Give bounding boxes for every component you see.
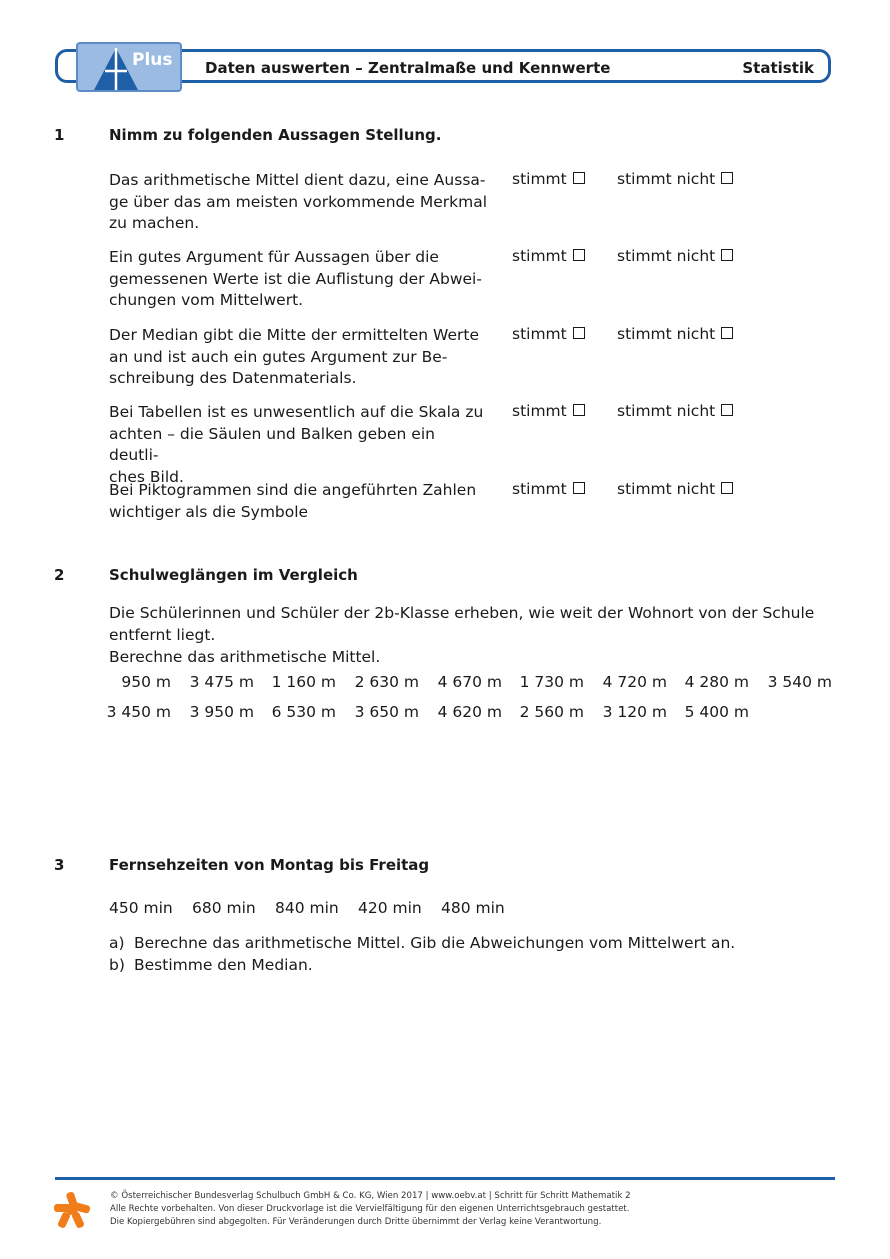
tv-time-value: 840 min	[275, 899, 339, 917]
publisher-logo	[52, 1190, 92, 1234]
distance-value: 950 m	[121, 673, 171, 691]
option-stimmt-3[interactable]	[512, 325, 585, 343]
checkbox[interactable]	[573, 327, 585, 339]
task1-title: Nimm zu folgenden Aussagen Stellung.	[109, 126, 442, 144]
option-stimmt-nicht-2[interactable]	[617, 247, 733, 265]
distance-value: 3 120 m	[602, 703, 667, 721]
statement-line: chungen vom Mittelwert.	[109, 291, 304, 309]
option-stimmt-nicht-label: stimmt nicht	[617, 325, 716, 343]
statement-2	[109, 247, 489, 312]
checkbox[interactable]	[721, 172, 733, 184]
task2-text-line3: Berechne das arithmetische Mittel.	[109, 648, 381, 666]
task3-item-a-text: Berechne das arithmetische Mittel. Gib die Abweichungen vom Mittelwert an.	[134, 934, 736, 952]
distance-value: 3 475 m	[189, 673, 254, 691]
task3-item-a	[109, 932, 735, 954]
option-stimmt-4[interactable]	[512, 402, 585, 420]
checkbox[interactable]	[573, 404, 585, 416]
distance-value: 4 280 m	[684, 673, 749, 691]
checkbox[interactable]	[721, 404, 733, 416]
statement-line: ge über das am meisten vorkommende Merkmal	[109, 192, 488, 211]
option-stimmt-nicht-4[interactable]	[617, 402, 733, 420]
task2-text-line2: entfernt liegt.	[109, 626, 216, 644]
task2-text-line1: Die Schülerinnen und Schüler der 2b-Klasse erheben, wie weit der Wohnort von der Schule	[109, 604, 815, 622]
option-stimmt-label: stimmt	[512, 325, 567, 343]
distance-value: 1 160 m	[271, 673, 336, 691]
distance-value: 3 540 m	[767, 673, 832, 691]
statement-line: gemessenen Werte ist die Auflistung der Abwei-	[109, 269, 482, 288]
task3-item-b	[109, 954, 313, 976]
statement-line: zu machen.	[109, 214, 200, 232]
tv-time-value: 680 min	[192, 899, 256, 917]
page-title: Daten auswerten – Zentralmaße und Kennwerte	[205, 59, 611, 77]
checkbox[interactable]	[721, 249, 733, 261]
option-stimmt-label: stimmt	[512, 247, 567, 265]
option-stimmt-nicht-5[interactable]	[617, 480, 733, 498]
distance-value: 6 530 m	[271, 703, 336, 721]
statement-line: Bei Tabellen ist es unwesentlich auf die Skala zu	[109, 403, 484, 421]
distance-value: 3 450 m	[106, 703, 171, 721]
task2-number: 2	[54, 566, 65, 584]
distance-value: 5 400 m	[684, 703, 749, 721]
statement-line: Bei Piktogrammen sind die angeführten Zahlen	[109, 481, 477, 499]
footer-line3: Die Kopiergebühren sind abgegolten. Für Veränderungen durch Dritte übernimmt der Verlag keine Verantwortung.	[110, 1217, 602, 1227]
task3-item-b-label: b)	[109, 956, 125, 974]
statement-line: schreibung des Datenmaterials.	[109, 369, 357, 387]
subject-label: Statistik	[742, 59, 814, 77]
footer-line1: © Österreichischer Bundesverlag Schulbuch GmbH & Co. KG, Wien 2017 | www.oebv.at | Schritt für Schritt Mathematik 2	[110, 1191, 631, 1201]
footer-copyright	[110, 1190, 631, 1229]
statement-line: achten – die Säulen und Balken geben ein deutli-	[109, 424, 435, 464]
statement-line: wichtiger als die Symbole	[109, 502, 309, 521]
option-stimmt-label: stimmt	[512, 402, 567, 420]
task2-title: Schulweglängen im Vergleich	[109, 566, 358, 584]
distance-value: 4 620 m	[437, 703, 502, 721]
oebv-star-icon	[52, 1190, 92, 1230]
distance-value: 1 730 m	[519, 673, 584, 691]
tv-time-value: 480 min	[441, 899, 505, 917]
option-stimmt-label: stimmt	[512, 480, 567, 498]
distance-value: 3 950 m	[189, 703, 254, 721]
distance-value: 2 630 m	[354, 673, 419, 691]
task3-item-b-text: Bestimme den Median.	[134, 956, 313, 974]
statement-line: an und ist auch ein gutes Argument zur Be-	[109, 347, 448, 366]
option-stimmt-nicht-1[interactable]	[617, 170, 733, 188]
plus-logo	[76, 42, 182, 92]
option-stimmt-nicht-label: stimmt nicht	[617, 402, 716, 420]
task3-number: 3	[54, 856, 65, 874]
statement-3	[109, 325, 489, 390]
tv-time-value: 450 min	[109, 899, 173, 917]
distance-value: 2 560 m	[519, 703, 584, 721]
task3-title: Fernsehzeiten von Montag bis Freitag	[109, 856, 430, 874]
option-stimmt-5[interactable]	[512, 480, 585, 498]
footer-line	[55, 1177, 835, 1180]
checkbox[interactable]	[573, 172, 585, 184]
option-stimmt-label: stimmt	[512, 170, 567, 188]
checkbox[interactable]	[573, 249, 585, 261]
statement-line: Das arithmetische Mittel dient dazu, eine Aussa-	[109, 171, 486, 189]
checkbox[interactable]	[721, 482, 733, 494]
tv-time-value: 420 min	[358, 899, 422, 917]
distance-value: 3 650 m	[354, 703, 419, 721]
statement-1	[109, 170, 489, 235]
checkbox[interactable]	[721, 327, 733, 339]
option-stimmt-nicht-3[interactable]	[617, 325, 733, 343]
logo-text: Plus	[132, 50, 173, 70]
option-stimmt-1[interactable]	[512, 170, 585, 188]
distance-value: 4 720 m	[602, 673, 667, 691]
task3-item-a-label: a)	[109, 934, 125, 952]
footer-line2: Alle Rechte vorbehalten. Von dieser Druckvorlage ist die Vervielfältigung für den eigenen Unterrichtsgebrauch gestattet.	[110, 1204, 630, 1214]
statement-line: Ein gutes Argument für Aussagen über die	[109, 248, 439, 266]
distance-value: 4 670 m	[437, 673, 502, 691]
option-stimmt-nicht-label: stimmt nicht	[617, 247, 716, 265]
statement-5	[109, 480, 489, 523]
task1-number: 1	[54, 126, 65, 144]
statement-4	[109, 402, 489, 488]
option-stimmt-nicht-label: stimmt nicht	[617, 170, 716, 188]
checkbox[interactable]	[573, 482, 585, 494]
statement-line: ches Bild.	[109, 467, 184, 486]
statement-line: Der Median gibt die Mitte der ermittelten Werte	[109, 326, 479, 344]
option-stimmt-nicht-label: stimmt nicht	[617, 480, 716, 498]
option-stimmt-2[interactable]	[512, 247, 585, 265]
